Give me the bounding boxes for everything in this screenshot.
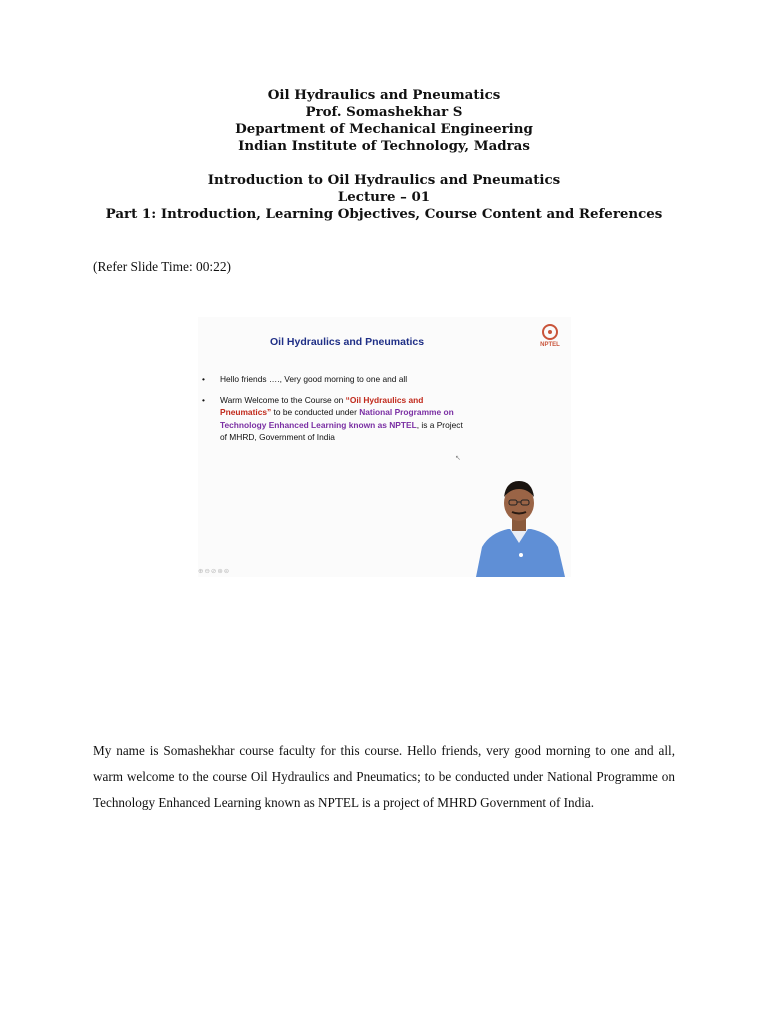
nptel-logo <box>535 324 565 360</box>
bullet-icon: • <box>202 394 205 405</box>
slide-title: Oil Hydraulics and Pneumatics <box>270 336 425 348</box>
department-name: Department of Mechanical Engineering <box>235 121 533 137</box>
nptel-logo-text: NPTEL <box>540 342 560 348</box>
bullet-1-text: Hello friends …., Very good morning to one and all <box>220 374 408 384</box>
pointer-icon: ↖ <box>455 455 461 462</box>
professor-name: Prof. Somashekhar S <box>305 104 463 120</box>
bullet-2-pre: Warm Welcome to the Course on <box>220 394 346 405</box>
lecture-number: Lecture – 01 <box>337 189 431 205</box>
course-title: Oil Hydraulics and Pneumatics <box>267 87 501 103</box>
transcript-paragraph: My name is Somashekhar course faculty for this course. Hello friends, very good morning to one and all, warm welcome to the course Oil Hydraulics and Pneumatics; to be conducted under National Programme on Technology Enhanced Learning known as NPTEL is a project of MHRD Government of India. <box>93 743 675 810</box>
refer-slide-time: (Refer Slide Time: 00:22) <box>93 259 231 274</box>
document-header <box>0 87 768 223</box>
slide-bullets <box>202 373 472 452</box>
slide-screenshot <box>198 317 571 577</box>
lecture-topic: Introduction to Oil Hydraulics and Pneumatics <box>207 172 561 188</box>
presenter-image <box>468 467 571 577</box>
slide-controls: ⊕⊖⊘⊛⊜ <box>198 568 231 575</box>
bullet-icon: • <box>202 374 205 384</box>
bullet-2-mid: to be conducted under <box>271 407 360 418</box>
slide-bullet-2 <box>202 394 472 444</box>
lecture-part: Part 1: Introduction, Learning Objectives, Course Content and References <box>105 206 663 222</box>
institute-name: Indian Institute of Technology, Madras <box>238 138 530 154</box>
slide-bullet-1 <box>202 373 472 386</box>
bullet-2-course: “Oil Hydraulics and Pneumatics” <box>220 394 424 418</box>
bullet-2-post: , is a Project of MHRD, Government of India <box>220 419 463 443</box>
bullet-2-programme: National Programme on Technology Enhanced Learning known as NPTEL <box>220 407 454 430</box>
nptel-wheel-icon <box>542 324 558 340</box>
